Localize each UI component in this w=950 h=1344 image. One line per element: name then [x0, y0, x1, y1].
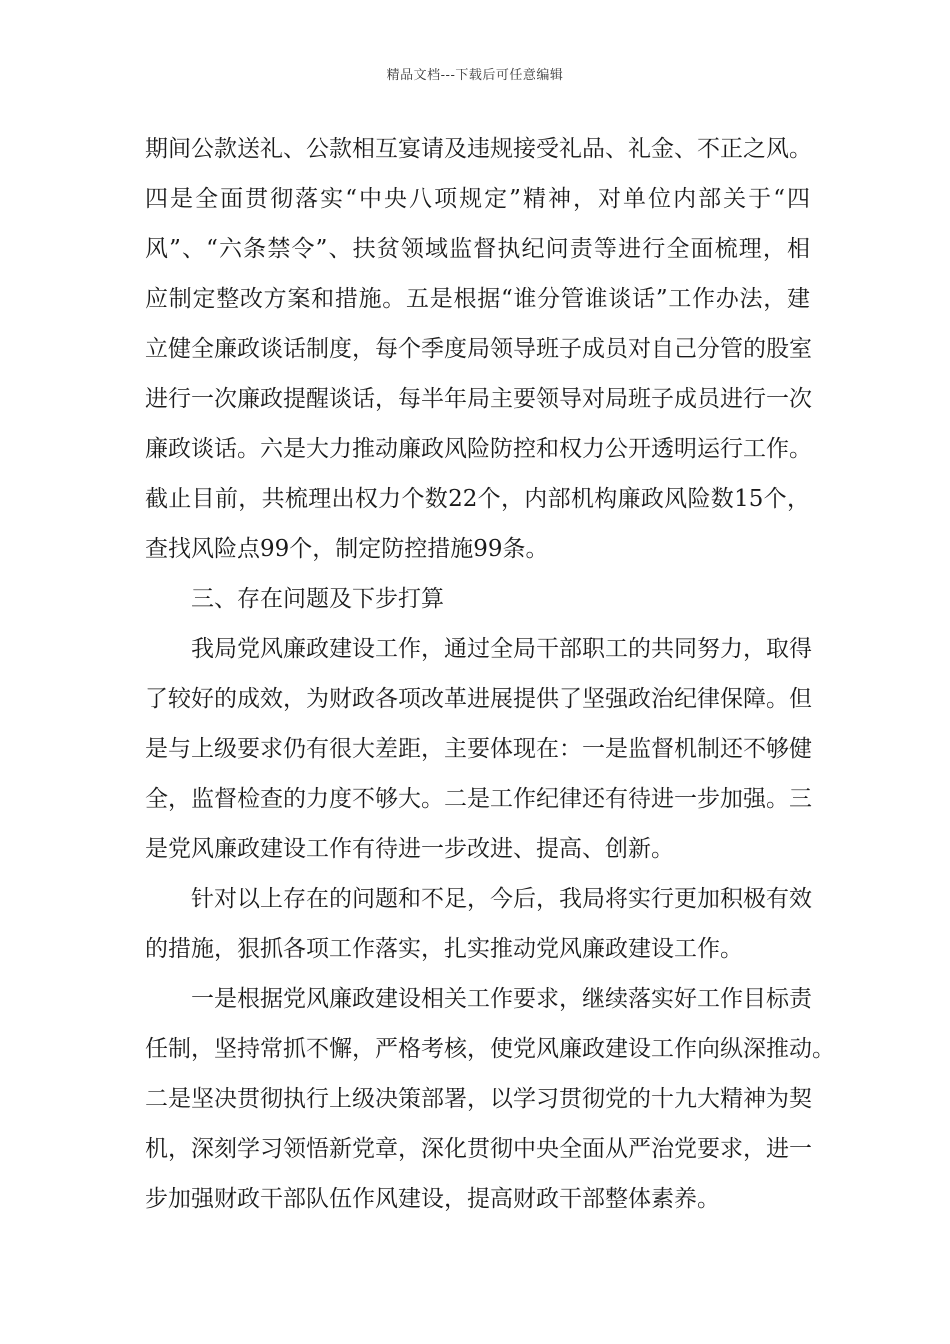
text-line: 四是全面贯彻落实“中央八项规定”精神，对单位内部关于“四: [145, 186, 810, 212]
text-line: 进行一次廉政提醒谈话，每半年局主要领导对局班子成员进行一次: [145, 386, 812, 412]
text-line: 期间公款送礼、公款相互宴请及违规接受礼品、礼金、不正之风。: [145, 136, 812, 162]
page-header: 精品文档---下载后可任意编辑: [386, 68, 564, 83]
text-line: 应制定整改方案和措施。五是根据“谁分管谁谈话”工作办法，建: [145, 286, 810, 312]
text-line: 我局党风廉政建设工作，通过全局干部职工的共同努力，取得: [191, 636, 812, 662]
text-line: 风”、“六条禁令”、扶贫领域监督执纪问责等进行全面梳理，相: [145, 236, 810, 262]
text-line: 廉政谈话。六是大力推动廉政风险防控和权力公开透明运行工作。: [145, 436, 812, 462]
text-line: 一是根据党风廉政建设相关工作要求，继续落实好工作目标责: [191, 986, 812, 1012]
text-line: 机，深刻学习领悟新党章，深化贯彻中央全面从严治党要求，进一: [145, 1136, 812, 1162]
text-line: 二是坚决贯彻执行上级决策部署，以学习贯彻党的十九大精神为契: [145, 1086, 812, 1112]
text-line: 截止目前，共梳理出权力个数22个，内部机构廉政风险数15个，: [145, 486, 810, 512]
text-line: 是与上级要求仍有很大差距，主要体现在：一是监督机制还不够健: [145, 736, 812, 762]
text-line: 的措施，狠抓各项工作落实，扎实推动党风廉政建设工作。: [145, 936, 743, 962]
text-line: 查找风险点99个，制定防控措施99条。: [145, 536, 549, 562]
text-line: 全，监督检查的力度不够大。二是工作纪律还有待进一步加强。三: [145, 786, 812, 812]
text-line: 任制，坚持常抓不懈，严格考核，使党风廉政建设工作向纵深推动。: [145, 1036, 835, 1062]
section-heading: 三、存在问题及下步打算: [191, 586, 444, 612]
body-text: [145, 124, 835, 1224]
text-line: 步加强财政干部队伍作风建设，提高财政干部整体素养。: [145, 1186, 720, 1212]
text-line: 是党风廉政建设工作有待进一步改进、提高、创新。: [145, 836, 674, 862]
text-line: 了较好的成效，为财政各项改革进展提供了坚强政治纪律保障。但: [145, 686, 812, 712]
text-line: 针对以上存在的问题和不足，今后，我局将实行更加积极有效: [191, 886, 812, 912]
text-line: 立健全廉政谈话制度，每个季度局领导班子成员对自己分管的股室: [145, 336, 812, 362]
